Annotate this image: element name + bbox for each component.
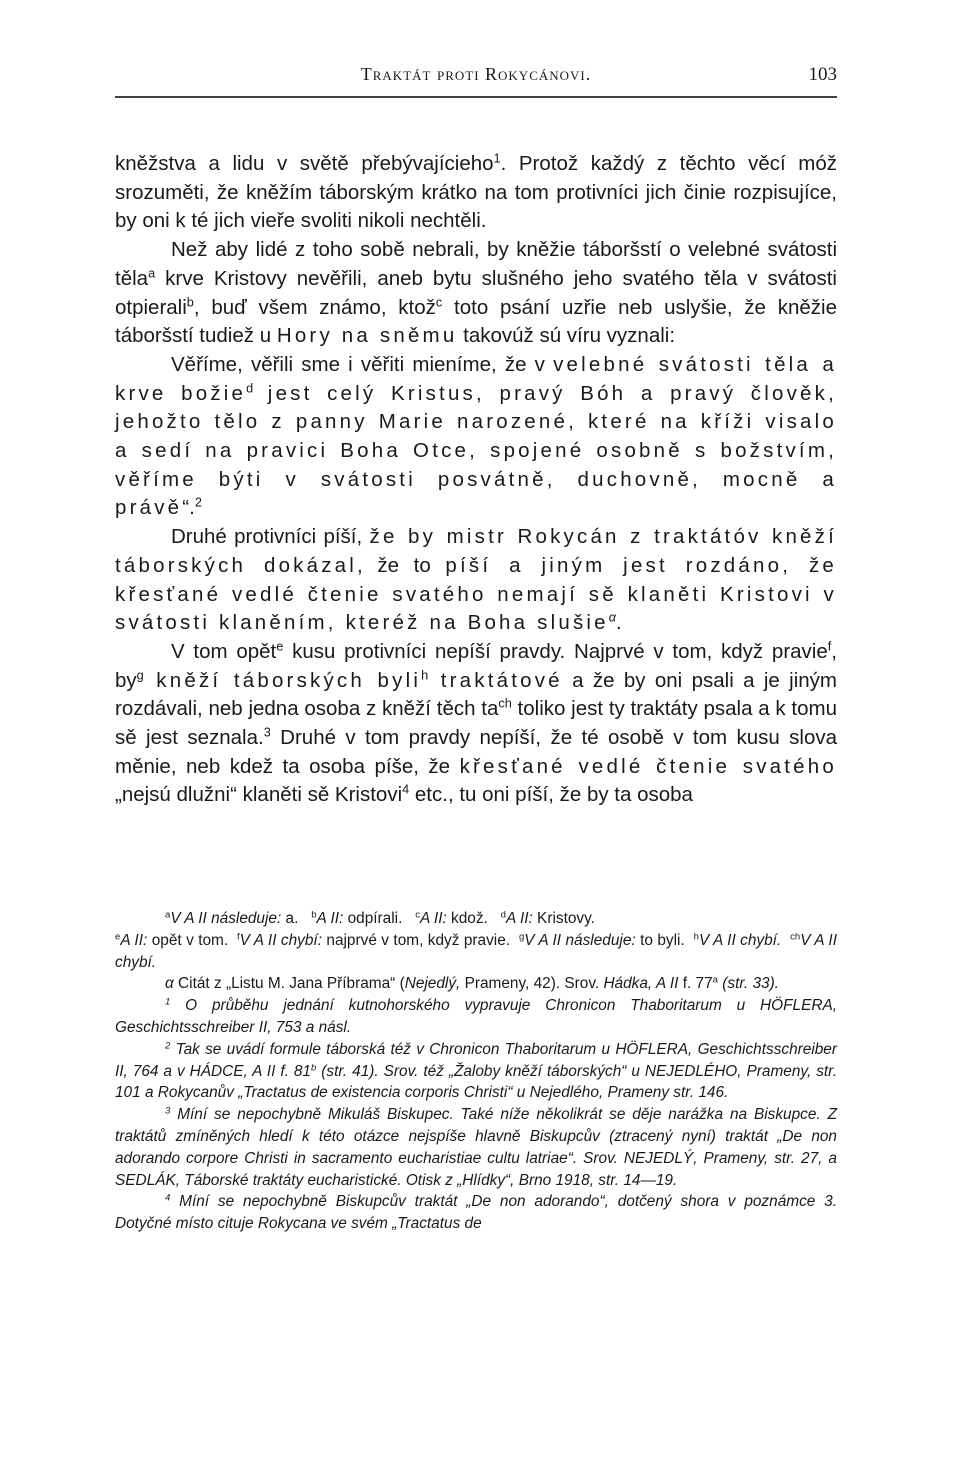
variant-ref: b <box>186 293 194 309</box>
footnote-ref: 4 <box>402 781 410 797</box>
spaced-text: křesťané vedlé čtenie svatého <box>459 754 837 778</box>
note-mark: c <box>415 909 420 921</box>
variant-ref: c <box>435 293 443 309</box>
text-run: kněžstva a lidu v světě přebývajícieho <box>115 152 494 175</box>
spaced-text: velebné svátosti těla a krve božie <box>115 352 838 405</box>
paragraph-5 <box>115 638 837 810</box>
note-text: Kristovy. <box>532 910 595 927</box>
footnote-number: 2 <box>165 1040 171 1052</box>
note-mark: d <box>500 909 506 921</box>
footnote-ref: 1 <box>493 150 501 166</box>
note-source: V A II chybí. <box>115 931 837 971</box>
running-title: Traktát proti Rokycánovi. <box>360 64 592 84</box>
footnote-alpha <box>115 973 837 995</box>
note-source: Hádka, A II <box>603 975 679 993</box>
note-source: A II: <box>316 910 344 927</box>
footnote-text: Míní se nepochybně Biskupcův traktát „De non adorando“, dotčený shora v poznámce 3. Dotyčné místo cituje Rokycana ve svém „Tractatus de <box>115 1193 837 1233</box>
text-run: etc., tu oni píší, že by ta osoba <box>409 783 693 807</box>
text-run: , by <box>115 639 837 692</box>
footnote-number: 1 <box>165 996 171 1008</box>
variant-ref: e <box>276 638 284 654</box>
text-run: toliko jest ty traktáty psala a k tomu sě jest seznala. <box>115 697 837 750</box>
text-run: Věříme, věřili sme i věřiti mieníme, že v <box>171 352 554 376</box>
note-mark: b <box>311 909 317 921</box>
text-run: . Protož každý z těchto věcí móž srozuměti, že kněžím táborským krátko na tom protivníci jich činie rozpisujíce, by oni k té jich vieře svoliti nikoli nechtěli. <box>115 152 837 233</box>
note-mark: e <box>115 931 121 943</box>
note-text: najprvé v tom, když pravie. <box>321 931 511 949</box>
note-mark: f <box>237 931 240 943</box>
note-source: V A II chybí: <box>239 931 322 949</box>
note-source: Nejedlý, <box>404 975 461 993</box>
variant-ref: f <box>827 638 832 654</box>
footnote-ref: 3 <box>263 724 271 740</box>
footnote-text: Míní se nepochybně Mikuláš Biskupec. Také níže několikrát se děje narážka na Biskupce. Z traktátů zmíněných hledí k této otázce nejspíše hlavně Biskupcův (ztracený nyní) traktát „De non adorando corpore Christi in sacramento eucharistiae cultu latriae“. Srov. NEJEDLÝ, Prameny, str. 27, a SEDLÁK, Táborské traktáty eucharistické. Otisk z „Hlídky“, Brno 1918, str. 14—19. <box>115 1106 837 1189</box>
note-mark: a <box>712 974 718 986</box>
note-source: V A II následuje: <box>524 931 636 949</box>
text-run: kusu protivníci nepíší pravdy. Najprvé v tom, když pravie <box>283 639 828 663</box>
note-source: V A II chybí. <box>698 931 782 949</box>
note-mark: ch <box>790 931 801 943</box>
footnotes <box>115 908 837 1235</box>
note-mark: α <box>165 975 174 993</box>
note-source: V A II následuje: <box>170 910 282 927</box>
variant-note-line-1 <box>115 908 837 930</box>
footnote-number: 3 <box>165 1105 171 1117</box>
spaced-text: jest celý Kristus, pravý Bóh a pravý člověk, jehožto tělo z panny Marie narozené, které na kříži visalo a sedí na pravici Boha Otce, spojené osobně s božstvím, věříme býti v svátosti posvátně, duchovně, mocně a právě <box>115 381 837 520</box>
text-run: takovúž sú víru vyznali: <box>457 324 676 348</box>
note-text: f. 77 <box>678 975 713 993</box>
footnote-number: 4 <box>165 1192 171 1204</box>
text-run: , buď všem známo, ktož <box>193 295 436 319</box>
note-mark: b <box>310 1061 317 1073</box>
note-text: opět v tom. <box>147 931 229 949</box>
footnote-ref: 2 <box>194 494 202 510</box>
note-source: A II: <box>505 910 533 927</box>
note-mark: a <box>165 909 171 921</box>
variant-ref: ch <box>498 695 512 711</box>
text-run: krve Kristovy nevěřili, aneb bytu slušného jeho svatého těla v svátosti otpierali <box>115 266 837 319</box>
spaced-text: kněží táborských byli <box>143 668 422 692</box>
page-header <box>115 62 837 92</box>
text-run: “. <box>182 496 195 520</box>
note-source: A II: <box>120 931 148 949</box>
spaced-text: píší a jiným jest rozdáno, že křesťané vedlé čtenie svatého nemají sě klaněti Kristovi v svátosti klaněním, kteréž na Boha slušie <box>115 553 837 635</box>
footnote-3 <box>115 1104 837 1191</box>
page-number: 103 <box>808 64 837 85</box>
text-run: V tom opět <box>171 639 277 663</box>
text-run: Než aby lidé z toho sobě nebrali, by kněžie táboršstí o velebné svátosti těla <box>115 238 837 290</box>
note-mark: g <box>518 931 525 943</box>
variant-ref: a <box>148 265 156 281</box>
note-text: odpírali. <box>343 910 403 927</box>
note-text: Citát z „Listu M. Jana Příbrama“ ( <box>173 975 405 993</box>
spaced-text: Hory na sněmu <box>276 324 458 348</box>
main-text <box>115 150 837 810</box>
header-rule <box>115 96 837 98</box>
paragraph-1 <box>115 150 837 236</box>
note-text: to byli. <box>635 931 685 949</box>
note-text: kdož. <box>446 910 488 927</box>
note-text: Prameny, 42). Srov. <box>460 975 604 993</box>
variant-ref: h <box>421 667 429 683</box>
text-run: Druhé v tom pravdy nepíší, že té osobě v tom kusu slova měnie, neb kdež ta osoba píše, že <box>115 726 837 778</box>
footnote-text: O průběhu jednání kutnohorského vypravuje Chronicon Thaboritarum u HÖFLERA, Geschichtsschreiber II, 753 a násl. <box>115 997 837 1036</box>
variant-ref: d <box>246 380 254 395</box>
note-text: a. <box>281 910 299 927</box>
paragraph-3 <box>115 351 837 523</box>
paragraph-2 <box>115 236 837 351</box>
text-run: toto psání uzřie neb uslyšie, že kněžie táboršstí tudiež u <box>115 295 837 348</box>
variant-ref: g <box>136 667 144 683</box>
text-run: „nejsú dlužni“ klaněti sě Kristovi <box>115 783 403 807</box>
spaced-text: že by mistr Rokycán z traktátóv kněží táborských dokázal <box>115 525 837 577</box>
footnote-1 <box>115 995 837 1039</box>
text-run: . <box>616 611 622 635</box>
note-source: A II: <box>419 910 447 927</box>
paragraph-4 <box>115 523 837 638</box>
footnote-text: (str. 41). Srov. též „Žaloby kněží táborských“ u NEJEDLÉHO, Prameny, str. 101 a Rokycanův „Tractatus de existencia corporis Christi“ u Nejedlého, Prameny str. 146. <box>115 1062 837 1102</box>
footnote-2 <box>115 1039 837 1104</box>
variant-ref: α <box>608 609 617 625</box>
footnote-text: Tak se uvádí formule táborská též v Chronicon Thaboritarum u HÖFLERA, Geschichtsschreiber II, 764 a v HÁDCE, A II f. 81 <box>115 1040 837 1080</box>
text-run: a že by oni psali a je jiným rozdávali, neb jedna osoba z kněží těch ta <box>115 668 837 721</box>
text-run: Druhé protivníci píší, <box>171 525 370 549</box>
variant-note-line-2 <box>115 930 837 974</box>
text-run: , že to <box>357 553 446 577</box>
note-mark: h <box>693 931 699 943</box>
spaced-text: traktátové <box>428 668 563 692</box>
note-source: (str. 33). <box>717 975 779 993</box>
footnote-4 <box>115 1191 837 1235</box>
